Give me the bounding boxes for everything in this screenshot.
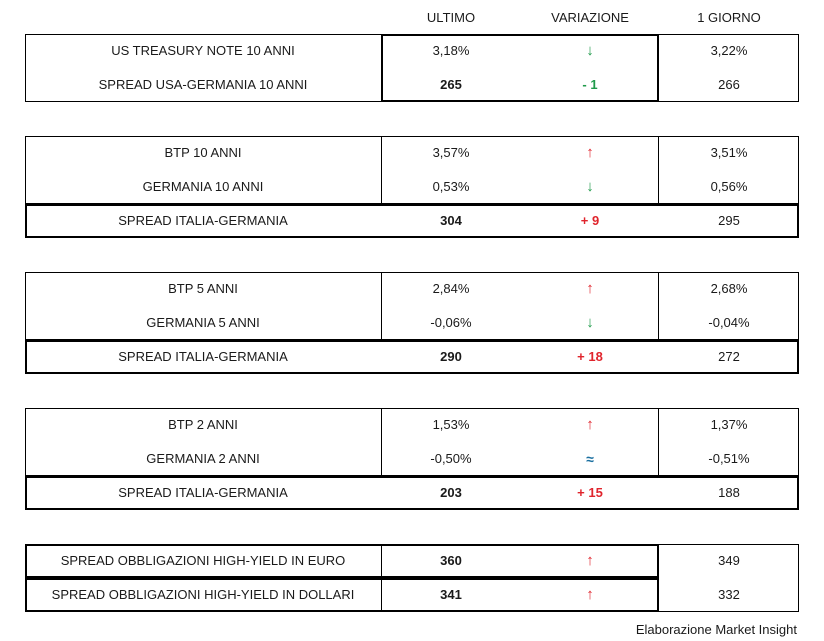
row-prev-value: 188 xyxy=(718,485,740,500)
row-prev-value: 0,56% xyxy=(710,179,748,194)
header-variazione: VARIAZIONE xyxy=(551,10,629,25)
row-value: 265 xyxy=(440,77,462,92)
change-cell xyxy=(521,306,659,340)
table-row xyxy=(25,544,799,578)
table-row xyxy=(25,170,799,204)
row-label: GERMANIA 10 ANNI xyxy=(142,179,264,194)
table-block-btp-2 xyxy=(25,408,799,510)
change-cell xyxy=(521,476,659,510)
approx-equal-icon: ≈ xyxy=(586,451,594,467)
row-value: 290 xyxy=(440,349,462,364)
row-label: GERMANIA 2 ANNI xyxy=(146,451,260,466)
row-label: SPREAD ITALIA-GERMANIA xyxy=(118,213,288,228)
arrow-up-icon: ↑ xyxy=(586,280,594,297)
row-label: GERMANIA 5 ANNI xyxy=(146,315,260,330)
source-footer: Elaborazione Market Insight xyxy=(635,622,797,637)
row-value: 2,84% xyxy=(432,281,470,296)
change-cell xyxy=(521,34,659,68)
row-label: SPREAD USA-GERMANIA 10 ANNI xyxy=(98,77,308,92)
row-value: 3,18% xyxy=(432,43,470,58)
change-cell xyxy=(521,204,659,238)
change-cell xyxy=(521,544,659,578)
change-value: + 15 xyxy=(577,485,603,500)
row-prev-value: 1,37% xyxy=(710,417,748,432)
row-prev-value: 295 xyxy=(718,213,740,228)
arrow-down-icon: ↓ xyxy=(586,314,594,331)
change-cell xyxy=(521,442,659,476)
change-cell xyxy=(521,578,659,612)
row-label: BTP 10 ANNI xyxy=(164,145,242,160)
row-value: 3,57% xyxy=(432,145,470,160)
table-row xyxy=(25,578,799,612)
row-prev-value: 266 xyxy=(718,77,740,92)
row-prev-value: 3,22% xyxy=(710,43,748,58)
table-row xyxy=(25,68,799,102)
row-prev-value: 2,68% xyxy=(710,281,748,296)
table-block-btp-5 xyxy=(25,272,799,374)
arrow-up-icon: ↑ xyxy=(586,416,594,433)
row-value: 360 xyxy=(440,553,462,568)
row-label: SPREAD OBBLIGAZIONI HIGH-YIELD IN EURO xyxy=(60,553,346,568)
change-cell xyxy=(521,170,659,204)
arrow-up-icon: ↑ xyxy=(586,552,594,569)
header-ultimo: ULTIMO xyxy=(426,10,476,25)
change-cell xyxy=(521,136,659,170)
row-value: 304 xyxy=(440,213,462,228)
change-value: - 1 xyxy=(582,77,598,92)
table-row-spread xyxy=(25,204,799,238)
row-label: BTP 2 ANNI xyxy=(168,417,238,432)
arrow-up-icon: ↑ xyxy=(586,586,594,603)
change-cell xyxy=(521,68,659,102)
row-prev-value: 332 xyxy=(718,587,740,602)
row-label: SPREAD ITALIA-GERMANIA xyxy=(118,349,288,364)
row-prev-value: 349 xyxy=(718,553,740,568)
row-prev-value: 272 xyxy=(718,349,740,364)
row-label: SPREAD ITALIA-GERMANIA xyxy=(118,485,288,500)
table-block-btp-10 xyxy=(25,136,799,238)
table-row xyxy=(25,34,799,68)
header-1-giorno: 1 GIORNO xyxy=(697,10,761,25)
table-row xyxy=(25,136,799,170)
table-row xyxy=(25,306,799,340)
arrow-up-icon: ↑ xyxy=(586,144,594,161)
row-value: 0,53% xyxy=(432,179,470,194)
change-cell xyxy=(521,408,659,442)
change-cell xyxy=(521,272,659,306)
row-prev-value: -0,51% xyxy=(708,451,750,466)
row-prev-value: -0,04% xyxy=(708,315,750,330)
table-row-spread xyxy=(25,476,799,510)
change-cell xyxy=(521,340,659,374)
row-value: -0,50% xyxy=(430,451,472,466)
change-value: + 9 xyxy=(580,213,600,228)
table-block-us-treasury xyxy=(25,34,799,102)
row-value: 341 xyxy=(440,587,462,602)
row-value: 1,53% xyxy=(432,417,470,432)
table-row xyxy=(25,408,799,442)
change-value: + 18 xyxy=(577,349,603,364)
table-row xyxy=(25,442,799,476)
table-block-high-yield xyxy=(25,544,799,612)
row-value: -0,06% xyxy=(430,315,472,330)
row-value: 203 xyxy=(440,485,462,500)
row-label: BTP 5 ANNI xyxy=(168,281,238,296)
arrow-down-icon: ↓ xyxy=(586,42,594,59)
row-label: SPREAD OBBLIGAZIONI HIGH-YIELD IN DOLLARI xyxy=(51,587,355,602)
arrow-down-icon: ↓ xyxy=(586,178,594,195)
row-label: US TREASURY NOTE 10 ANNI xyxy=(111,43,295,58)
table-row-spread xyxy=(25,340,799,374)
row-prev-value: 3,51% xyxy=(710,145,748,160)
table-row xyxy=(25,272,799,306)
